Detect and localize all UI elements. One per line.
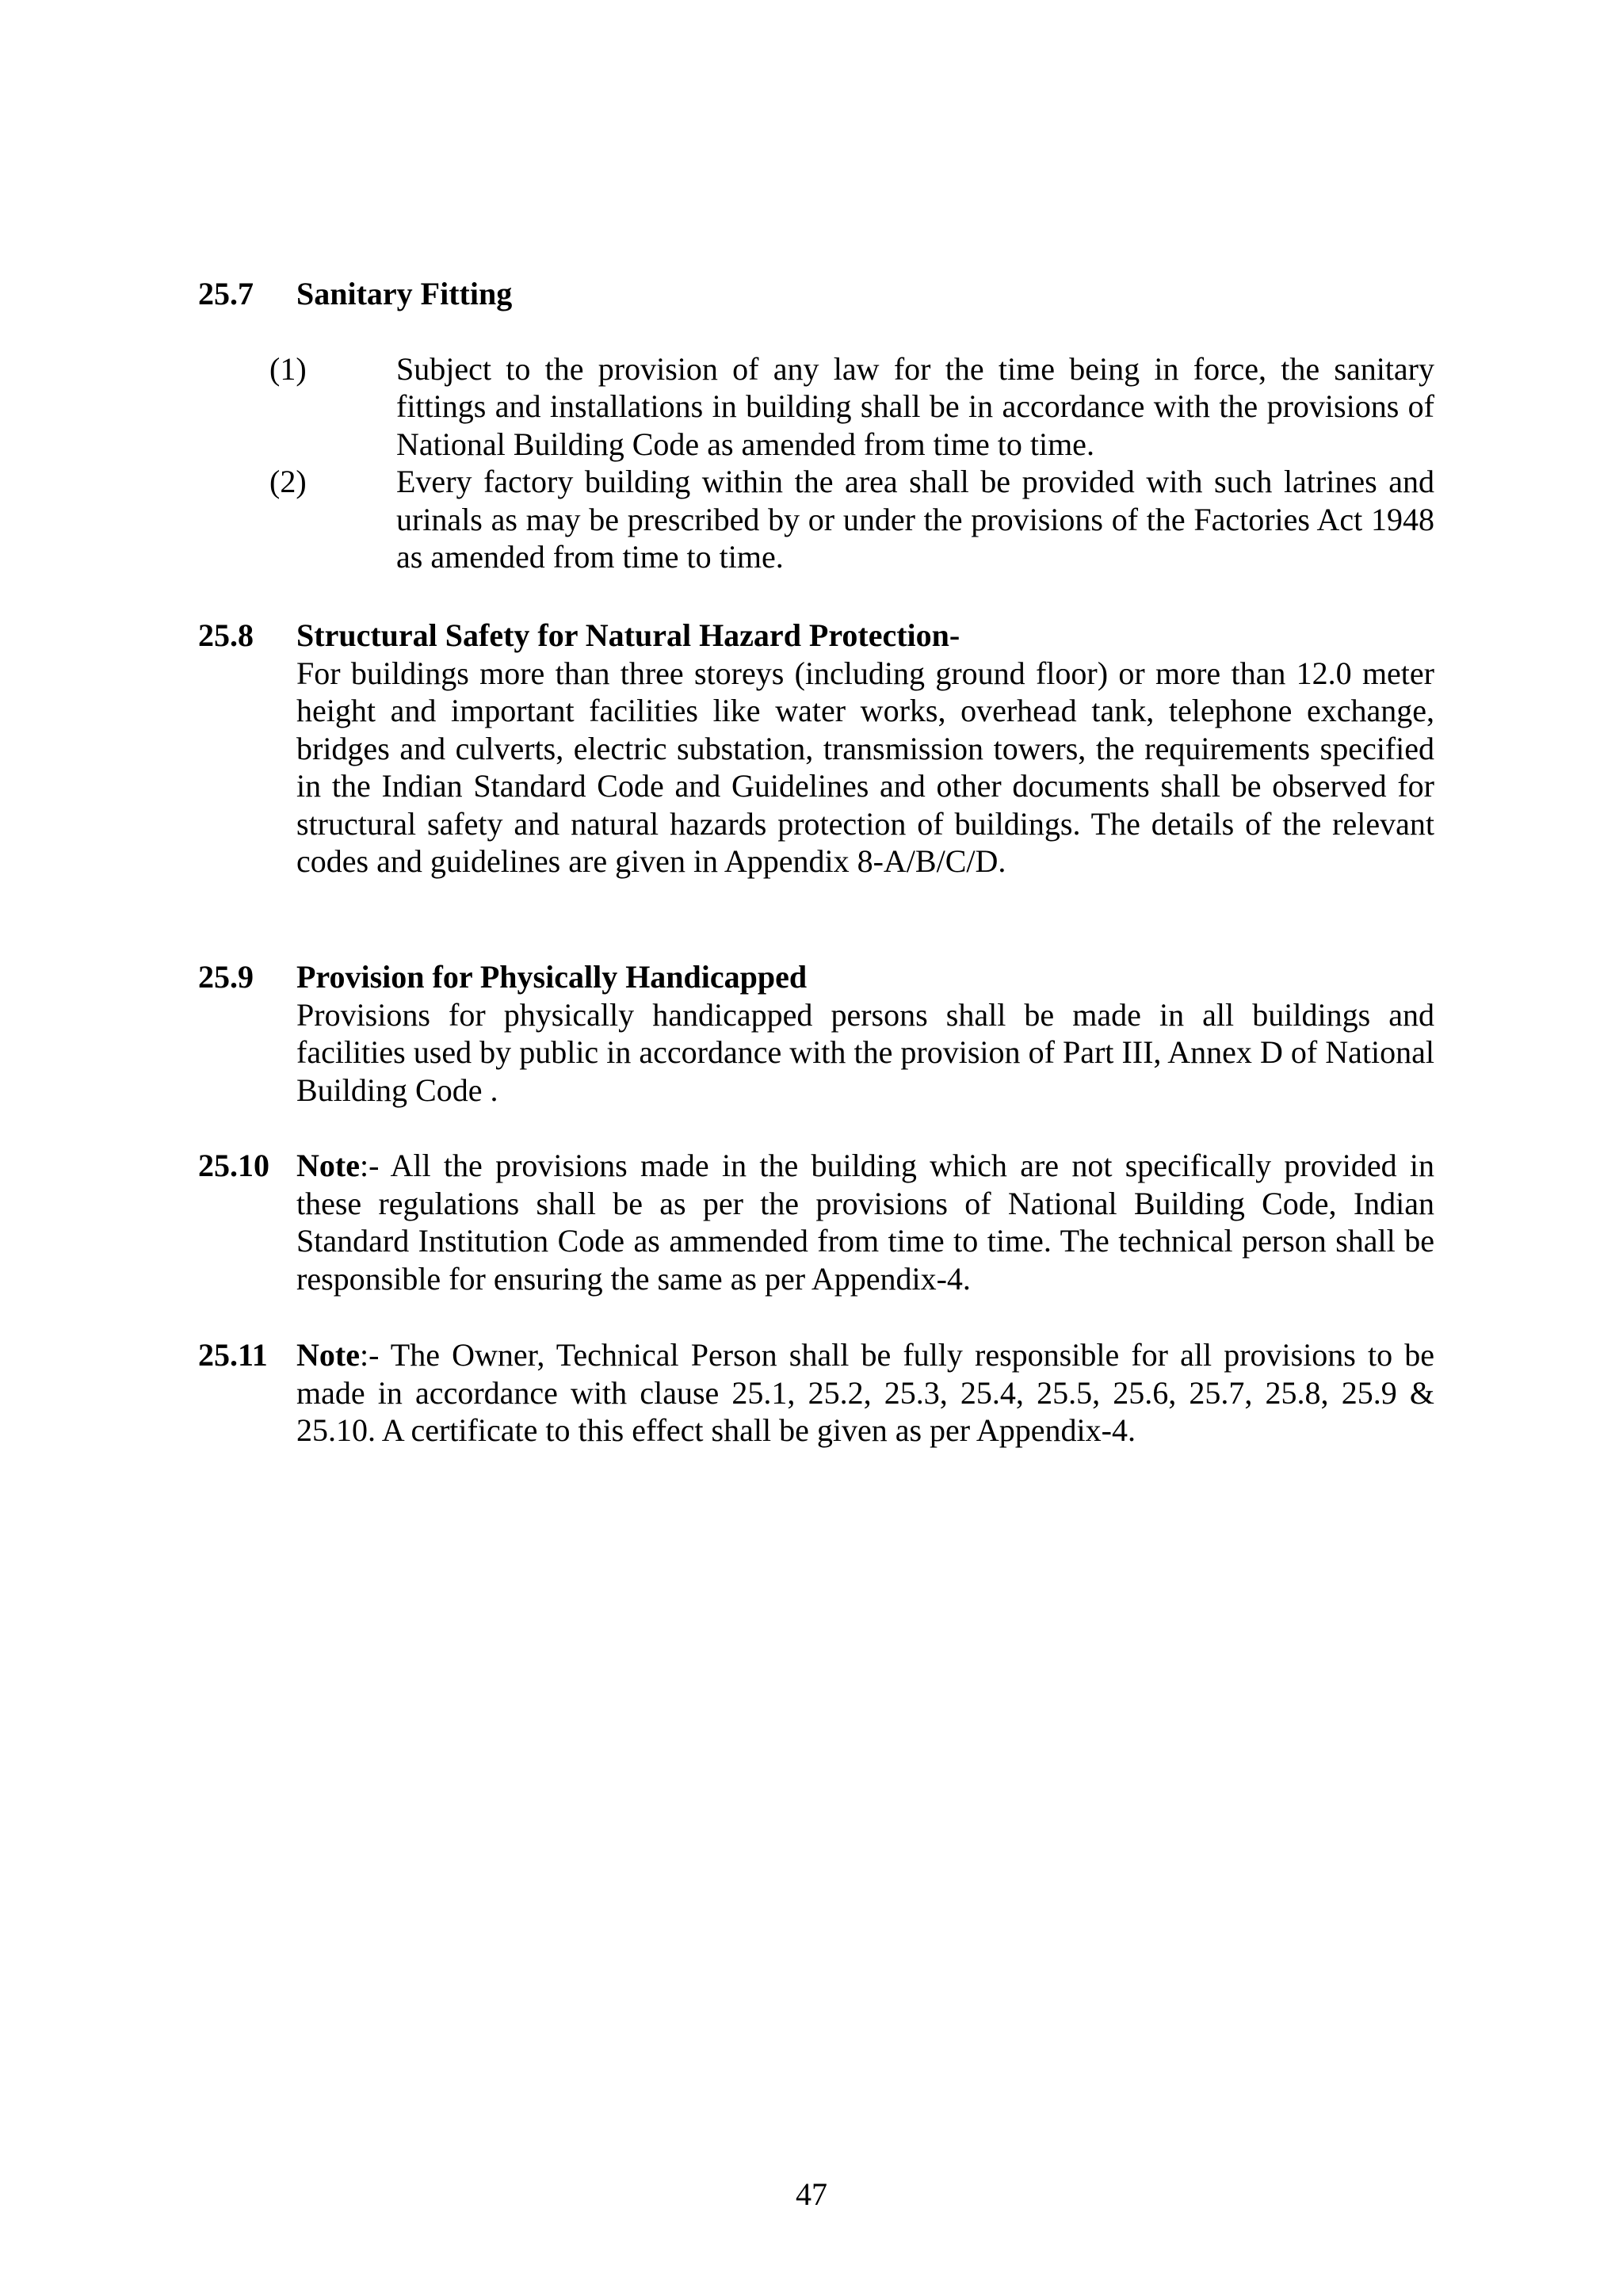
section-text — [296, 1336, 1434, 1450]
page-number: 47 — [796, 2176, 827, 2212]
note-label: Note — [296, 1148, 360, 1183]
section-25-11 — [198, 1336, 1434, 1450]
section-text — [296, 1147, 1434, 1297]
section-title: Provision for Physically Handicapped — [296, 959, 808, 995]
section-25-7 — [198, 275, 1434, 576]
note-label: Note — [296, 1337, 360, 1373]
section-number: 25.8 — [198, 617, 254, 653]
section-title: Structural Safety for Natural Hazard Protection- — [296, 617, 960, 653]
section-25-8 — [198, 617, 1434, 881]
list-item-number: (2) — [269, 464, 307, 499]
list-item — [269, 350, 1434, 464]
note-text: :- The Owner, Technical Person shall be fully responsible for all provisions to be made in accordance with clause 25.1, 25.2, 25.3, 25.4, 25.5, 25.6, 25.7, 25.8, 25.9 & 25.10. A certificate to this effect shall be given as per Appendix-4. — [296, 1337, 1434, 1448]
section-text: For buildings more than three storeys (including ground floor) or more than 12.0 meter height and important facilities like water works, overhead tank, telephone exchange, bridges and culverts, electric substation, transmission towers, the requirements specified in the Indian Standard Code and Guidelines and other documents shall be observed for structural safety and natural hazards protection of buildings. The details of the relevant codes and guidelines are given in Appendix 8-A/B/C/D. — [296, 655, 1434, 879]
section-number: 25.9 — [198, 959, 254, 995]
section-text: Provisions for physically handicapped persons shall be made in all buildings and facilities used by public in accordance with the provision of Part III, Annex D of National Building Code . — [296, 996, 1434, 1108]
section-number: 25.10 — [198, 1148, 269, 1183]
section-number: 25.7 — [198, 276, 254, 311]
list-item — [269, 463, 1434, 576]
list-item-number: (1) — [269, 350, 307, 387]
section-25-10 — [198, 1147, 1434, 1297]
section-25-9 — [198, 958, 1434, 1109]
list-item-text: Subject to the provision of any law for the time being in force, the sanitary fittings and installations in building shall be in accordance with the provisions of National Building Code as amended from time to time. — [396, 350, 1434, 462]
list-item-text: Every factory building within the area shall be provided with such latrines and urinals as may be prescribed by or under the provisions of the Factories Act 1948 as amended from time to time. — [396, 464, 1434, 575]
section-number: 25.11 — [198, 1337, 268, 1373]
section-title: Sanitary Fitting — [296, 276, 513, 311]
note-text: :- All the provisions made in the building which are not specifically provided in these regulations shall be as per the provisions of National Building Code, Indian Standard Institution Code as ammended from time to time. The technical person shall be responsible for ensuring the same as per Appendix-4. — [296, 1148, 1434, 1297]
